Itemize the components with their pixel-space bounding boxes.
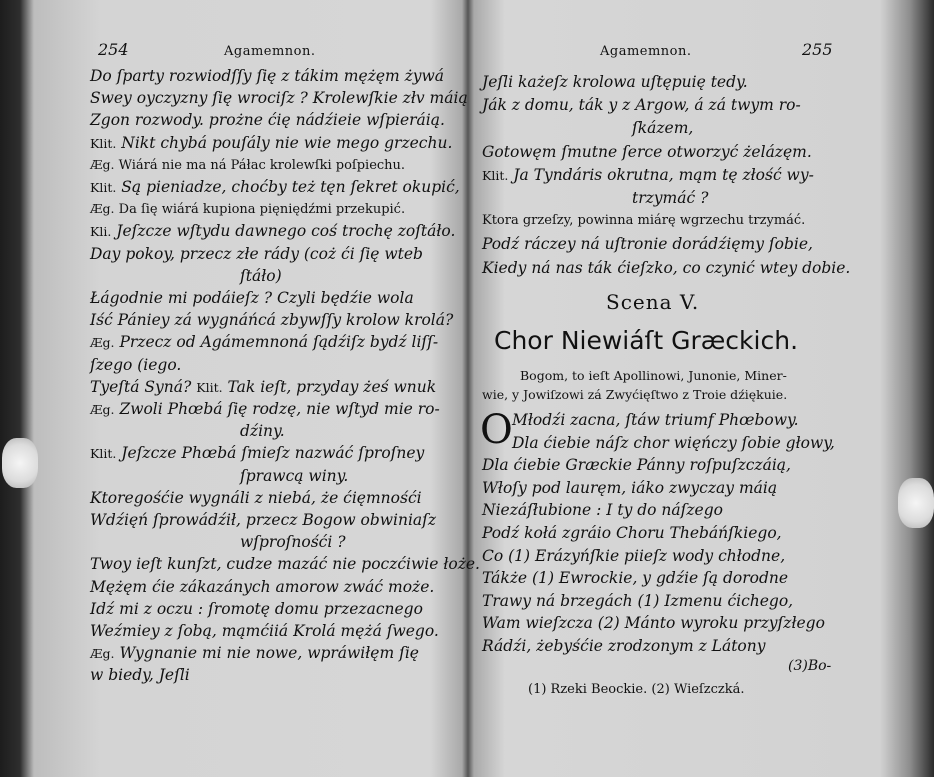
speaker-label: Æg. [90, 335, 115, 351]
speaker-label: Æg. [90, 156, 115, 172]
line-text: Łágodnie mi podáieſz ? Czyli będźie wola [90, 289, 414, 307]
verse-line: Włoſy pod lauręm, iáko zwyczay máią [482, 478, 778, 497]
verse-line: Trawy ná brzegách (1) Izmenu ćichego, [482, 591, 794, 610]
text-line [90, 510, 436, 530]
line-text: Podź ráczey ná uſtronie dorádźięmy ſobie, [482, 235, 813, 254]
text-line [240, 266, 282, 286]
chorus-title: Chor Niewiáſt Græckich. [494, 326, 799, 355]
line-text: Tyeſtá Syná? [90, 377, 192, 396]
right-page [468, 0, 918, 777]
verse-line: Dla ćiebie náſz chor więńczy ſobie głowy, [512, 433, 835, 452]
line-text: Są pieniadze, choćby też tęn ſekret okupić, [121, 178, 460, 196]
text-line [90, 488, 422, 508]
line-text: Jeſli każeſz krolowa uſtępuię tedy. [482, 73, 748, 91]
text-line [240, 421, 285, 441]
line-text: Jeſzcze Phœbá ſmieſz nazwáć ſproſney [121, 444, 425, 463]
verse-line: Niezáſłubione : I ty do náſzego [482, 501, 723, 520]
line-text: Wiárá nie ma ná Páłac krolewſki poſpiechu. [118, 157, 406, 173]
text-line [482, 165, 814, 186]
line-text: Ktora grzeſzy, powinna miárę wgrzechu trzymáć. [482, 213, 806, 229]
verse-line: Tákże (1) Ewrockie, y gdźie ſą dorodne [482, 569, 789, 588]
text-line [632, 118, 693, 138]
line-text: Wdźięń ſprowádźił, przecz Bogow obwiniaſz [90, 511, 437, 529]
speaker-label: Klit. [482, 167, 509, 183]
text-line [240, 532, 346, 552]
catchword: (3)Bo- [788, 658, 832, 674]
running-head: Agamemnon. [224, 44, 316, 59]
line-text: Mężęm ćie zákazánych amorow zwáć może. [90, 577, 435, 596]
text-line [90, 310, 453, 330]
text-line [90, 110, 445, 130]
drop-cap: O [480, 407, 513, 453]
speaker-label: Klit. [196, 379, 223, 395]
text-line [90, 177, 460, 198]
text-line [482, 258, 850, 278]
line-text: Da ſię wiárá kupiona pięniędźmi przekupić. [118, 202, 406, 218]
text-line [90, 244, 423, 264]
argument-line-1: Bogom, to ieſt Apollinowi, Junonie, Miner- [520, 368, 787, 383]
speaker-label: Kli. [90, 224, 112, 240]
text-line [482, 211, 805, 231]
text-line [90, 199, 405, 220]
text-line [240, 466, 348, 486]
text-line [90, 643, 419, 664]
text-line [90, 66, 444, 86]
text-line [90, 332, 438, 353]
line-text: Ja Tyndáris okrutna, mąm tę złość wy- [513, 165, 814, 184]
verse-line: Rádźi, żebyśćie zrodzonym z Látony [482, 637, 766, 655]
verse-line: Wam wieſzcza (2) Mánto wyroku przyſzłego [482, 614, 825, 633]
line-text: Ják z domu, ták y z Argow, á zá twym ro- [482, 96, 801, 115]
speaker-label: Æg. [90, 201, 115, 217]
line-text: ſkázem, [632, 119, 694, 138]
line-text: Weźmiey z ſobą, mąmćiiá Krolá mężá ſwego. [90, 622, 439, 640]
argument-line-2: wie, y Jowiſzowi zá Zwyćięſtwo z Troie dźiękuie. [482, 387, 788, 402]
line-text: w biedy, Jeſli [90, 666, 190, 685]
speaker-label: Æg. [90, 402, 115, 417]
text-line [90, 377, 436, 398]
text-line [90, 621, 439, 641]
line-text: Iść Pániey zá wygnáńcá zbywſſy krolow krolá? [90, 311, 454, 330]
speaker-label: Klit. [90, 135, 117, 151]
page-number: 254 [98, 40, 129, 59]
line-text: wſproſnośći ? [240, 533, 346, 552]
verse-line: Dla ćiebie Græckie Pánny roſpuſzczáią, [482, 456, 791, 475]
line-text: Do ſparty rozwiodſſy ſię z tákim mężęm żywá [90, 67, 445, 85]
text-line [632, 188, 708, 208]
line-text: Swey oyczyzny ſię wrociſz ? Krolewſkie złv máią [90, 89, 468, 108]
text-line [90, 665, 190, 685]
speaker-label: Klit. [90, 446, 117, 462]
left-page [28, 0, 480, 777]
line-text: Jeſzcze wſtydu dawnego coś trochę zoſtáło. [116, 222, 456, 241]
line-text: Nikt chybá pouſály nie wie mego grzechu. [121, 133, 453, 152]
line-text: Twoy ieſt kunſzt, cudze mazáć nie poczćiwie łoże. [90, 555, 480, 574]
text-line [482, 72, 748, 92]
line-text: Tak ieſt, przyday żeś wnuk [227, 377, 437, 396]
line-text: Zwoli Phœbá ſię rodzę, nie wſtyd mie ro- [119, 400, 440, 418]
line-text: Przecz od Agámemnoná ſądźiſz bydź liſſ- [119, 333, 439, 352]
line-text: ſprawcą winy. [240, 466, 349, 485]
page-number: 255 [802, 40, 833, 59]
text-line [90, 443, 424, 464]
text-line [90, 155, 405, 176]
text-line [90, 599, 423, 619]
text-line [482, 234, 813, 254]
speaker-label: Klit. [90, 180, 117, 195]
line-text: dźiny. [240, 422, 285, 441]
line-text: Zgon rozwody. prożne ćię nádźieie wſpieráią. [90, 111, 445, 130]
line-text: Gotowęm ſmutne ſerce otworzyć żelázęm. [482, 142, 812, 161]
text-line [90, 221, 455, 242]
line-text: Day pokoy, przecz złe rády (coż ći ſię wteb [90, 244, 423, 263]
scene-title: Scena V. [606, 290, 700, 314]
text-line [90, 554, 480, 574]
text-line [482, 142, 812, 162]
line-text: ſzego (iego. [90, 355, 182, 374]
line-text: ſtáło) [240, 266, 282, 285]
text-line [482, 95, 801, 115]
text-line [90, 88, 468, 108]
line-text: Wygnanie mi nie nowe, wpráwiłęm ſię [119, 644, 419, 663]
text-line [90, 355, 181, 375]
speaker-label: Æg. [90, 646, 115, 662]
verse-line: Co (1) Erázyńſkie piieſz wody chłodne, [482, 546, 786, 565]
footnotes: (1) Rzeki Beockie. (2) Wieſzczká. [528, 682, 745, 697]
line-text: Ktoregośćie wygnáli z niebá, że ćięmnośći [90, 488, 422, 507]
verse-line: Młodźi zacna, ſtáw triumf Phœbowy. [512, 411, 799, 429]
running-head: Agamemnon. [600, 44, 692, 59]
line-text: trzymáć ? [632, 189, 709, 207]
line-text: Kiedy ná nas ták ćieſzko, co czynić wtey dobie. [482, 258, 851, 277]
text-line [90, 577, 434, 597]
verse-line: Podź kołá zgráio Choru Thebáńſkiego, [482, 524, 782, 542]
line-text: Idź mi z oczu : ſromotę domu przezacnego [90, 599, 423, 618]
text-line [90, 288, 414, 308]
text-line [90, 133, 452, 154]
text-line [90, 399, 440, 420]
